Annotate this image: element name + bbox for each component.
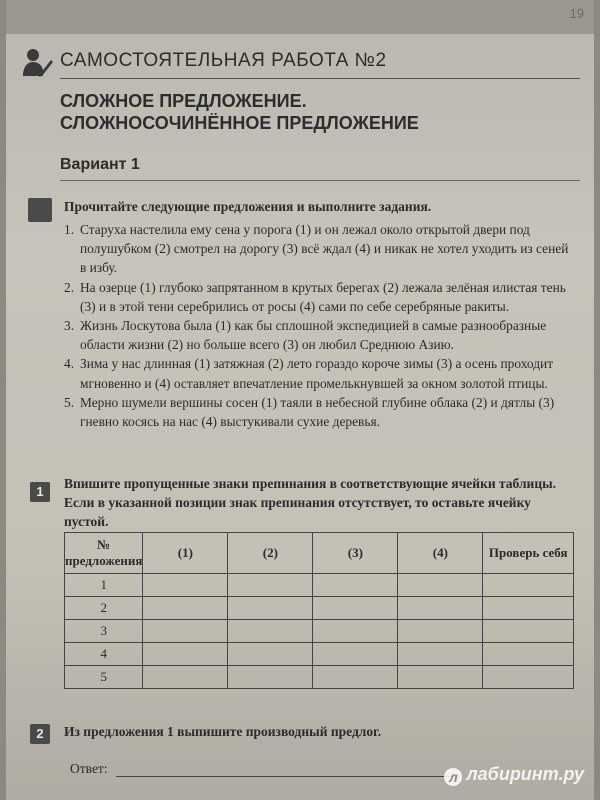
work-title: САМОСТОЯТЕЛЬНАЯ РАБОТА №2 [60,50,387,71]
sentence-text: Жизнь Лоскутова была (1) как бы сплошной экспедицией в самые разнообразные области жизни (2) но больше всего (3) он любил Среднюю Азию. [80,318,547,353]
row-number: 3 [65,620,143,643]
answer-cell[interactable] [143,666,228,689]
table-row [65,574,574,597]
answer-cell[interactable] [228,620,313,643]
row-number: 2 [65,597,143,620]
answer-input-line[interactable] [116,776,456,777]
previous-page-strip [6,0,594,34]
sentence-number: 2. [64,279,75,295]
answer-cell[interactable] [398,597,483,620]
answer-cell[interactable] [143,574,228,597]
sentence-item [64,316,572,354]
sentence-text: Мерно шумели вершины сосен (1) таяли в небесной глубине облака (2) и дятлы (3) гневно косясь на нас (4) выстукивали сухие деревья. [80,394,555,430]
sentence-number: 5. [64,394,75,410]
topic-title [60,90,419,134]
sentence-text: Старуха настелила ему сена у порога (1) и он лежал около открытой двери под полушубком (2) смотрел на дорогу (3) всё ждал (4) и никак не хотел уходить из сеней в избу. [80,222,569,276]
topic-line-1: СЛОЖНОЕ ПРЕДЛОЖЕНИЕ. [60,91,307,111]
sentence-number: 3. [64,318,75,334]
variant-heading: Вариант 1 [60,156,140,173]
labyrinth-logo-icon: л [444,768,462,786]
sentence-item [64,278,572,316]
answer-cell[interactable] [143,597,228,620]
check-cell[interactable] [483,597,574,620]
workbook-page [6,0,594,800]
answer-cell[interactable] [228,666,313,689]
answer-cell[interactable] [398,643,483,666]
answers-table [64,532,574,689]
table-row [65,620,574,643]
task-1-text: Впишите пропущенные знаки препинания в соответствующие ячейки таблицы. Если в указанной позиции знак препинания отсутствует, то оставьте ячейку пустой. [64,476,557,529]
answer-cell[interactable] [143,643,228,666]
check-cell[interactable] [483,643,574,666]
answer-cell[interactable] [313,643,398,666]
pencil-person-icon [20,46,54,80]
answer-cell[interactable] [398,574,483,597]
table-row [65,666,574,689]
answer-cell[interactable] [228,574,313,597]
topic-line-2: СЛОЖНОСОЧИНЁННОЕ ПРЕДЛОЖЕНИЕ [60,113,419,133]
sentence-number: 4. [64,356,75,372]
header-check-yourself: Проверь себя [483,533,574,574]
task-1-marker: 1 [30,482,50,502]
answer-cell[interactable] [313,597,398,620]
answer-cell[interactable] [228,597,313,620]
answer-label: Ответ: [70,761,108,776]
sentence-item [64,220,572,278]
check-cell[interactable] [483,666,574,689]
sentence-text: Зима у нас длинная (1) затяжная (2) лето гораздо короче зимы (3) а осень проходит мгновенно и (4) оставляет впечатление промелькнувшей за окном золотой птицы. [80,356,554,391]
answer-cell[interactable] [398,620,483,643]
header-position-1: (1) [143,533,228,574]
table-row [65,597,574,620]
answer-cell[interactable] [313,574,398,597]
header-position-3: (3) [313,533,398,574]
sentence-item [64,354,572,392]
header-divider [60,78,580,79]
sentence-item [64,393,572,431]
sentence-number: 1. [64,222,75,237]
row-number: 1 [65,574,143,597]
check-cell[interactable] [483,620,574,643]
table-row [65,643,574,666]
task-2-marker: 2 [30,724,50,744]
watermark-text: лабиринт.ру [466,764,584,784]
intro-task-marker-icon [28,198,52,222]
intro-task-text: Прочитайте следующие предложения и выполните задания. [64,199,432,214]
row-number: 4 [65,643,143,666]
sentence-list [64,220,572,431]
answer-cell[interactable] [143,620,228,643]
row-number: 5 [65,666,143,689]
answer-cell[interactable] [313,620,398,643]
header-sentence-number: № предложения [65,533,143,574]
header-position-2: (2) [228,533,313,574]
page-number: 19 [569,6,584,21]
variant-divider [60,180,580,181]
answer-cell[interactable] [313,666,398,689]
answer-cell[interactable] [228,643,313,666]
sentence-text: На озерце (1) глубоко запрятанном в крутых берегах (2) лежала зелёная илистая тень (3) и в этой тени серебрились от росы (4) сами по себе серебряные ракиты. [80,279,566,314]
watermark [444,764,584,786]
check-cell[interactable] [483,574,574,597]
table-header-row [65,533,574,574]
task-2-text: Из предложения 1 выпишите производный предлог. [64,724,382,739]
header-position-4: (4) [398,533,483,574]
answer-cell[interactable] [398,666,483,689]
